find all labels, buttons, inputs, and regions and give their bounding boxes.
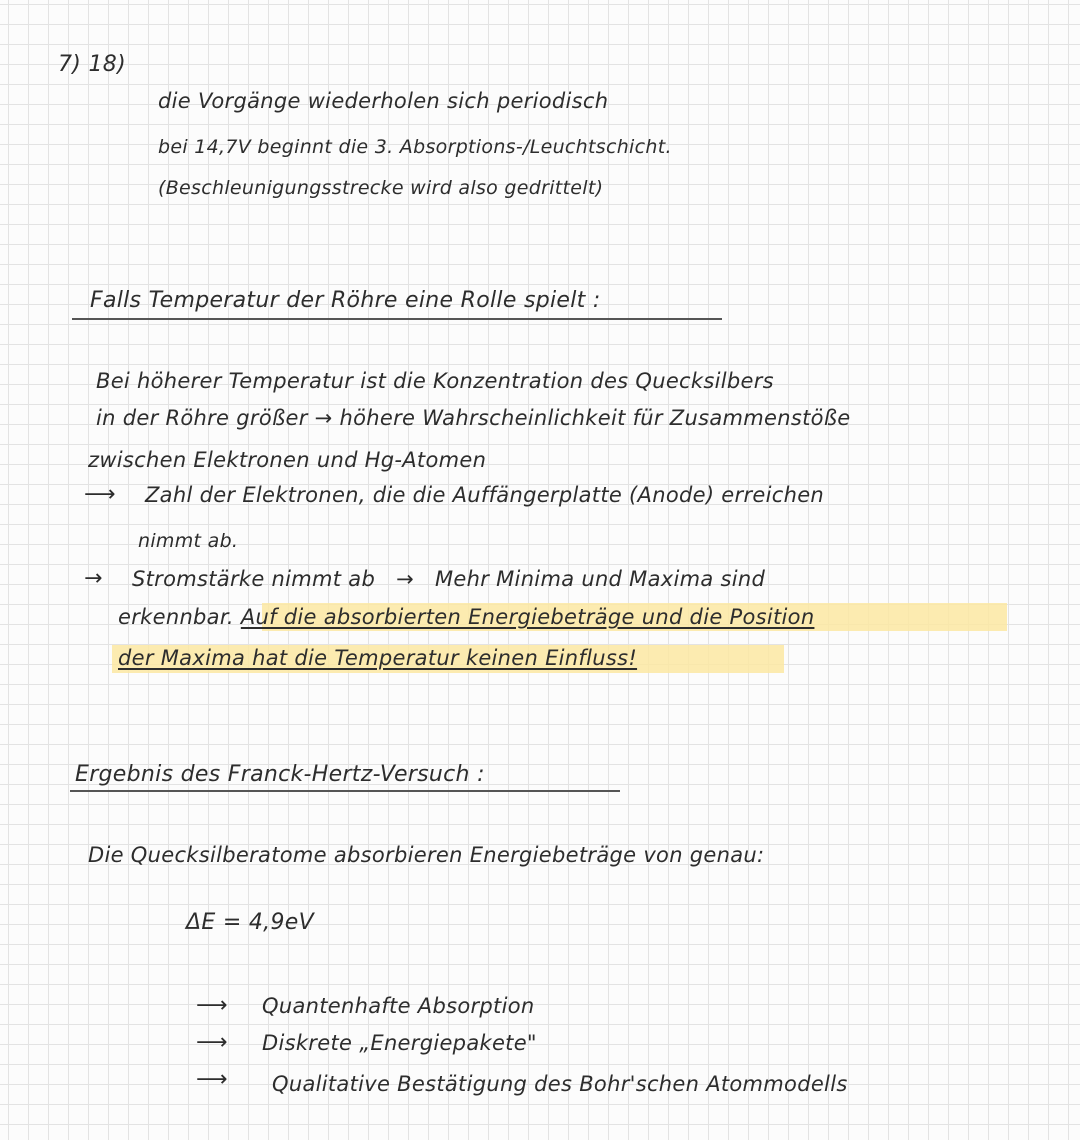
page-number: 7) 18) bbox=[58, 52, 126, 77]
long-arrow-icon: ⟶ bbox=[196, 993, 228, 1018]
consequence-line-3 bbox=[118, 604, 814, 630]
highlighted-statement-part-2: der Maxima hat die Temperatur keinen Einfluss! bbox=[118, 646, 638, 670]
consequence-line-1: Zahl der Elektronen, die die Auffängerplatte (Anode) erreichen bbox=[145, 483, 825, 507]
result-item-3: Qualitative Bestätigung des Bohr'schen Atommodells bbox=[272, 1072, 848, 1096]
long-arrow-icon: ⟶ bbox=[196, 1030, 228, 1055]
temperature-para-line-2-rest: höhere Wahrscheinlichkeit für Zusammenstöße bbox=[339, 406, 851, 430]
result-heading: Ergebnis des Franck-Hertz-Versuch : bbox=[75, 762, 485, 787]
temperature-para-line-1: Bei höherer Temperatur ist die Konzentration des Quecksilbers bbox=[96, 369, 774, 393]
consequence-line-2 bbox=[132, 566, 765, 592]
result-heading-rule bbox=[70, 790, 620, 792]
energy-formula: ΔE = 4,9eV bbox=[186, 910, 314, 935]
arrow-icon: → bbox=[84, 566, 103, 591]
intro-line-3: (Beschleunigungsstrecke wird also gedrittelt) bbox=[158, 177, 604, 199]
temperature-para-line-3: zwischen Elektronen und Hg-Atomen bbox=[88, 448, 487, 472]
result-item-2: Diskrete „Energiepakete" bbox=[262, 1031, 537, 1055]
arrow-icon-inline: → bbox=[396, 567, 414, 591]
temperature-heading: Falls Temperatur der Röhre eine Rolle spielt : bbox=[90, 288, 601, 313]
result-item-1: Quantenhafte Absorption bbox=[262, 994, 535, 1018]
intro-line-1: die Vorgänge wiederholen sich periodisch bbox=[158, 89, 609, 113]
current-decreases: Stromstärke nimmt ab bbox=[132, 567, 376, 591]
result-intro: Die Quecksilberatome absorbieren Energiebeträge von genau: bbox=[88, 843, 765, 867]
consequence-line-4 bbox=[118, 645, 637, 671]
consequence-line-1-cont: nimmt ab. bbox=[138, 530, 239, 552]
temperature-para-line-2 bbox=[96, 405, 851, 431]
long-arrow-icon: ⟶ bbox=[84, 482, 116, 507]
intro-line-2: bei 14,7V beginnt die 3. Absorptions-/Leuchtschicht. bbox=[158, 136, 672, 158]
temperature-heading-rule bbox=[72, 318, 722, 320]
highlighted-statement-part-1: Auf die absorbierten Energiebeträge und die Position bbox=[240, 605, 815, 629]
implies-arrow: → bbox=[314, 406, 333, 430]
more-minima-maxima: Mehr Minima und Maxima sind bbox=[434, 567, 766, 591]
long-arrow-icon: ⟶ bbox=[196, 1067, 228, 1092]
recognizable: erkennbar. bbox=[118, 605, 234, 629]
temperature-para-line-2-start: in der Röhre größer bbox=[96, 406, 308, 430]
